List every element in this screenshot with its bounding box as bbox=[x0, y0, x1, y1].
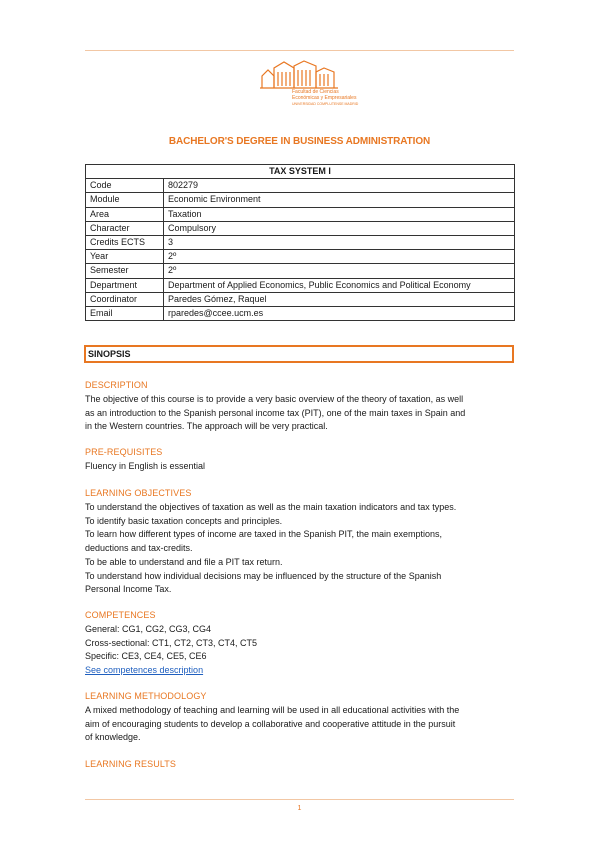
row-value: 802279 bbox=[164, 179, 515, 193]
competences-cross: Cross-sectional: CT1, CT2, CT3, CT4, CT5 bbox=[85, 637, 258, 648]
competences-heading: COMPETENCES bbox=[85, 610, 156, 620]
description-text bbox=[85, 393, 515, 434]
competences-general: General: CG1, CG2, CG3, CG4 bbox=[85, 624, 212, 634]
logo-text-line-1: Facultad de Ciencias bbox=[292, 89, 339, 95]
row-key: Coordinator bbox=[86, 292, 164, 306]
text-line: in the Western countries. The approach will be very practical. bbox=[85, 421, 328, 432]
row-key: Semester bbox=[86, 264, 164, 278]
row-value: 2º bbox=[164, 264, 515, 278]
row-key: Year bbox=[86, 250, 164, 264]
methodology-heading: LEARNING METHODOLOGY bbox=[85, 691, 207, 701]
prerequisites-text bbox=[85, 460, 515, 474]
table-row bbox=[86, 306, 515, 320]
table-row bbox=[86, 278, 515, 292]
row-value: Department of Applied Economics, Public Economics and Political Economy bbox=[164, 278, 515, 292]
footer-rule bbox=[85, 799, 514, 800]
text-line: To be able to understand and file a PIT tax return. bbox=[85, 556, 283, 567]
logo-text-line-3: UNIVERSIDAD COMPLUTENSE MADRID bbox=[292, 102, 359, 106]
text-line: To understand the objectives of taxation as well as the main taxation indicators and tax types. bbox=[85, 502, 457, 512]
objectives-heading: LEARNING OBJECTIVES bbox=[85, 488, 192, 498]
row-key: Area bbox=[86, 207, 164, 221]
row-value: Taxation bbox=[164, 207, 515, 221]
text-line: A mixed methodology of teaching and learning will be used in all educational activities with the bbox=[85, 705, 460, 715]
text-line: as an introduction to the Spanish personal income tax (PIT), one of the main taxes in Spain and bbox=[85, 407, 466, 418]
page-number: 1 bbox=[297, 805, 302, 812]
competences-link[interactable]: See competences description bbox=[85, 665, 204, 676]
objectives-text bbox=[85, 501, 515, 597]
text-line: To understand how individual decisions may be influenced by the structure of the Spanish bbox=[85, 570, 442, 581]
prerequisites-heading: PRE-REQUISITES bbox=[85, 447, 163, 457]
description-heading: DESCRIPTION bbox=[85, 380, 148, 390]
row-key: Code bbox=[86, 179, 164, 193]
row-value: 2º bbox=[164, 250, 515, 264]
header-rule bbox=[85, 50, 514, 51]
course-info-table bbox=[85, 164, 515, 321]
results-heading: LEARNING RESULTS bbox=[85, 759, 176, 769]
table-row bbox=[86, 292, 515, 306]
row-value: rparedes@ccee.ucm.es bbox=[164, 306, 515, 320]
row-key: Email bbox=[86, 306, 164, 320]
course-name: TAX SYSTEM I bbox=[86, 165, 515, 179]
row-value: Paredes Gómez, Raquel bbox=[164, 292, 515, 306]
methodology-text bbox=[85, 704, 515, 745]
row-key: Module bbox=[86, 193, 164, 207]
table-row bbox=[86, 264, 515, 278]
table-row bbox=[86, 235, 515, 249]
text-line: of knowledge. bbox=[85, 732, 141, 743]
table-row bbox=[86, 207, 515, 221]
table-row bbox=[86, 221, 515, 235]
row-key: Department bbox=[86, 278, 164, 292]
text-line: To learn how different types of income are taxed in the Spanish PIT, the main exemptions, bbox=[85, 529, 443, 540]
text-line: To identify basic taxation concepts and principles. bbox=[85, 515, 283, 526]
text-line: The objective of this course is to provide a very basic overview of the theory of taxation, as well bbox=[85, 394, 464, 404]
competences-text bbox=[85, 623, 515, 678]
row-value: Economic Environment bbox=[164, 193, 515, 207]
table-row bbox=[86, 250, 515, 264]
text-line: aim of encouraging students to develop a collaborative and cooperative attitude in the pursuit bbox=[85, 718, 456, 729]
text-line: Fluency in English is essential bbox=[85, 461, 206, 471]
table-row bbox=[86, 193, 515, 207]
table-row bbox=[86, 179, 515, 193]
sinopsis-header: SINOPSIS bbox=[84, 345, 514, 363]
competences-specific: Specific: CE3, CE4, CE5, CE6 bbox=[85, 651, 207, 662]
row-value: Compulsory bbox=[164, 221, 515, 235]
logo-text-line-2: Económicas y Empresariales bbox=[292, 95, 357, 101]
row-value: 3 bbox=[164, 235, 515, 249]
text-line: Personal Income Tax. bbox=[85, 584, 172, 595]
table-header-row bbox=[86, 165, 515, 179]
page-title: BACHELOR'S DEGREE IN BUSINESS ADMINISTRATION bbox=[168, 136, 431, 147]
text-line: deductions and tax-credits. bbox=[85, 543, 193, 554]
row-key: Character bbox=[86, 221, 164, 235]
row-key: Credits ECTS bbox=[86, 235, 164, 249]
